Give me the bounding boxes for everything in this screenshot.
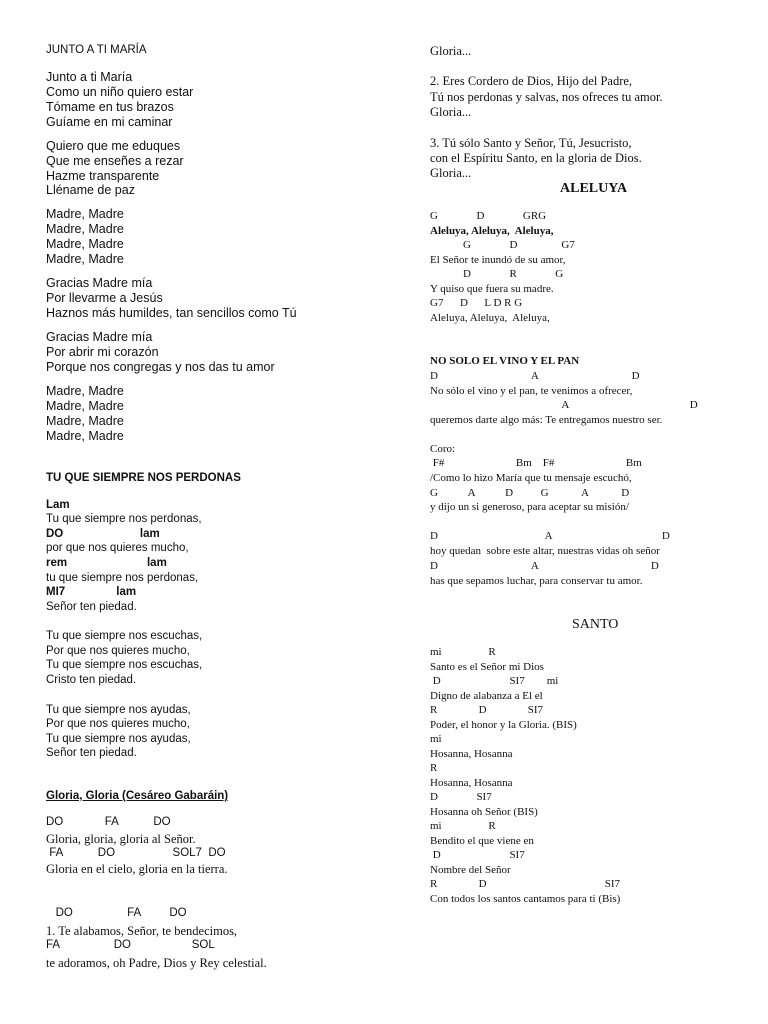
chord-line: mi R <box>430 820 496 832</box>
lyric-line: Por abrir mi corazón <box>46 345 159 359</box>
chord-line: Lam <box>46 499 70 511</box>
lyric-line: tu que siempre nos perdonas, <box>46 572 199 584</box>
chord-line: MI7 lam <box>46 586 137 598</box>
lyric-line: Que me enseñes a rezar <box>46 154 184 168</box>
chord-line: D SI7 mi <box>430 675 559 687</box>
lyric-line: Tu que siempre nos ayudas, <box>46 704 191 716</box>
chord-line: R D SI7 <box>430 704 544 716</box>
chord-line: DO lam <box>46 528 160 540</box>
lyric-line: Tu que siempre nos perdonas, <box>46 513 202 525</box>
lyric-line: Gloria, gloria, gloria al Señor. <box>46 832 196 846</box>
chord-line: FA DO SOL <box>46 939 215 951</box>
chord-line: G7 D L D R G <box>430 297 523 309</box>
lyric-line: por que nos quieres mucho, <box>46 542 189 554</box>
lyric-line: Madre, Madre <box>46 399 124 413</box>
lyric-line: Guíame en mi caminar <box>46 115 173 129</box>
lyric-line: Madre, Madre <box>46 414 124 428</box>
chord-line: G D G7 <box>430 239 575 251</box>
lyric-line: Por que nos quieres mucho, <box>46 645 190 657</box>
lyric-line: Quiero que me eduques <box>46 139 181 153</box>
lyric-line: Madre, Madre <box>46 237 124 251</box>
chord-line: F# Bm F# Bm <box>430 457 642 469</box>
lyric-line: Madre, Madre <box>46 222 124 236</box>
song-title-tu-que-siempre: TU QUE SIEMPRE NOS PERDONAS <box>46 472 241 484</box>
song-title-santo: SANTO <box>572 617 619 632</box>
lyric-line: El Señor te inundó de su amor, <box>430 254 566 266</box>
chord-line: D A D <box>430 530 670 542</box>
chord-line: D A D <box>430 370 640 382</box>
chord-line: FA DO SOL7 DO <box>46 847 226 859</box>
lyric-line: Señor ten piedad. <box>46 747 137 759</box>
lyric-line: Por que nos quieres mucho, <box>46 718 190 730</box>
chord-line: G A D G A D <box>430 487 630 499</box>
lyric-line: y dijo un si generoso, para aceptar su misión/ <box>430 501 629 513</box>
chord-line: DO FA DO <box>46 907 187 919</box>
lyric-line: Y quiso que fuera su madre. <box>430 283 554 295</box>
lyric-line: 2. Eres Cordero de Dios, Hijo del Padre, <box>430 74 633 88</box>
lyric-line: Poder, el honor y la Gloria. (BIS) <box>430 719 577 731</box>
lyric-line: Santo es el Señor mi Dios <box>430 661 544 673</box>
lyric-line: /Como lo hizo María que tu mensaje escuchó, <box>430 472 632 484</box>
lyric-line: Tu que siempre nos ayudas, <box>46 733 191 745</box>
lyric-line: Bendito el que viene en <box>430 835 534 847</box>
lyric-line: te adoramos, oh Padre, Dios y Rey celestial. <box>46 956 267 970</box>
lyric-line: Tu que siempre nos escuchas, <box>46 630 203 642</box>
lyric-line: Hazme transparente <box>46 169 160 183</box>
lyric-line: Aleluya, Aleluya, Aleluya, <box>430 312 550 324</box>
chord-line: D SI7 <box>430 849 525 861</box>
chord-line: D R G <box>430 268 564 280</box>
lyric-line: Porque nos congregas y nos das tu amor <box>46 360 275 374</box>
lyric-line: Hosanna, Hosanna <box>430 748 513 760</box>
lyric-line: Lléname de paz <box>46 183 135 197</box>
lyric-line: Como un niño quiero estar <box>46 85 194 99</box>
lyric-line: has que sepamos luchar, para conservar tu amor. <box>430 575 643 587</box>
chord-line: A D <box>430 399 698 411</box>
lyric-line: Madre, Madre <box>46 429 124 443</box>
lyric-line: Gloria... <box>430 166 472 180</box>
chord-line: R <box>430 762 438 774</box>
chord-line: D SI7 <box>430 791 492 803</box>
lyric-line: queremos darte algo más: Te entregamos nuestro ser. <box>430 414 663 426</box>
lyric-line: Tu que siempre nos escuchas, <box>46 659 203 671</box>
lyric-line: Madre, Madre <box>46 252 124 266</box>
lyric-line: Cristo ten piedad. <box>46 674 137 686</box>
lyric-line: Nombre del Señor <box>430 864 511 876</box>
lyric-line: Hosanna, Hosanna <box>430 777 513 789</box>
lyric-line: Por llevarme a Jesús <box>46 291 163 305</box>
chord-line: G D GRG <box>430 210 547 222</box>
lyric-line: Haznos más humildes, tan sencillos como Tú <box>46 306 297 320</box>
chord-line: mi R <box>430 646 496 658</box>
song-title-junto-a-ti-maria: JUNTO A TI MARÍA <box>46 44 147 56</box>
lyric-line: No sólo el vino y el pan, te venimos a ofrecer, <box>430 385 633 397</box>
lyric-line: Señor ten piedad. <box>46 601 137 613</box>
lyric-line: 3. Tú sólo Santo y Señor, Tú, Jesucristo, <box>430 136 632 150</box>
song-title-gloria: Gloria, Gloria (Cesáreo Gabaráin) <box>46 790 229 802</box>
coro-label: Coro: <box>430 443 456 455</box>
song-title-aleluya: ALELUYA <box>560 181 628 196</box>
lyric-line: Tú nos perdonas y salvas, nos ofreces tu amor. <box>430 90 663 104</box>
lyric-line: Junto a ti María <box>46 70 133 84</box>
lyric-line: hoy quedan sobre este altar, nuestras vidas oh señor <box>430 545 660 557</box>
song-title-no-solo-el-vino: NO SOLO EL VINO Y EL PAN <box>430 355 580 367</box>
chord-line: rem lam <box>46 557 167 569</box>
lyric-line: Gracias Madre mía <box>46 276 153 290</box>
chord-line: DO FA DO <box>46 816 171 828</box>
chord-line: R D SI7 <box>430 878 621 890</box>
lyric-line: Tómame en tus brazos <box>46 100 174 114</box>
lyric-line: Gloria... <box>430 105 472 119</box>
lyric-line: Madre, Madre <box>46 207 124 221</box>
lyric-line: Madre, Madre <box>46 384 124 398</box>
lyric-line: Digno de alabanza a El el <box>430 690 543 702</box>
lyric-line: Gloria en el cielo, gloria en la tierra. <box>46 862 228 876</box>
chord-line: D A D <box>430 560 659 572</box>
lyric-line: 1. Te alabamos, Señor, te bendecimos, <box>46 924 238 938</box>
lyric-line: con el Espíritu Santo, en la gloria de Dios. <box>430 151 642 165</box>
lyric-line: Gloria... <box>430 44 472 58</box>
chord-line: mi <box>430 733 442 745</box>
lyric-line: Con todos los santos cantamos para ti (Bis) <box>430 893 621 905</box>
lyric-line: Hosanna oh Señor (BIS) <box>430 806 538 818</box>
lyric-line: Gracias Madre mía <box>46 330 153 344</box>
lyric-line: Aleluya, Aleluya, Aleluya, <box>430 225 554 237</box>
